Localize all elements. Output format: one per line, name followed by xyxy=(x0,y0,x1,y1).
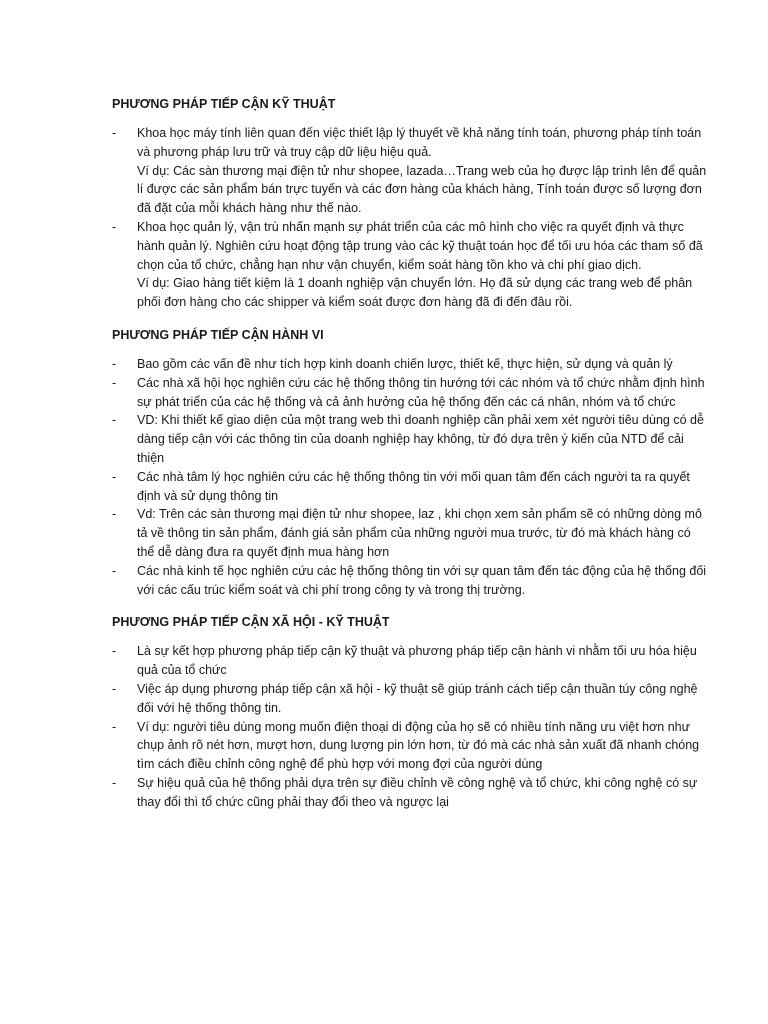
list-item xyxy=(112,374,708,412)
item-text: Khoa học máy tính liên quan đến việc thiết lập lý thuyết về khả năng tính toán, phương pháp tính toán và phương pháp lưu trữ và truy cập dữ liệu hiệu quả. xyxy=(137,126,702,159)
list-item xyxy=(112,642,708,680)
list-item xyxy=(112,468,708,506)
list-item xyxy=(112,411,708,467)
bullet-dash: - xyxy=(112,126,117,140)
list-item xyxy=(112,774,708,812)
item-example: Ví dụ: Giao hàng tiết kiệm là 1 doanh nghiệp vận chuyển lớn. Họ đã sử dụng các trang web để phân phối đơn hàng cho các shipper và kiểm soát được đơn hàng đã đi đến đâu rồi. xyxy=(137,276,693,310)
item-text: Bao gồm các vấn đề như tích hợp kinh doanh chiến lược, thiết kế, thực hiện, sử dụng và quản lý xyxy=(137,356,673,371)
section-list-behavioral xyxy=(112,355,708,599)
item-text: Là sự kết hợp phương pháp tiếp cận kỹ thuật và phương pháp tiếp cận hành vi nhằm tối ưu hóa hiệu quả của tổ chức xyxy=(137,644,697,678)
item-text: Ví dụ: người tiêu dùng mong muốn điện thoại di động của họ sẽ có nhiều tính năng ưu việt hơn như chụp ảnh rõ nét hơn, mượt hơn, dung lượng pin lớn hơn, từ đó mà các nhà sản xuất đã nhanh chóng tìm cách điều chỉnh công nghệ để phù hợp với mong đợi của người dùng xyxy=(137,719,700,772)
item-text: Vd: Trên các sàn thương mại điện tử như shopee, laz , khi chọn xem sản phẩm sẽ có những dòng mô tả về thông tin sản phẩm, đánh giá sản phẩm của những người mua trước, từ đó mà khách hàng có thể dễ dàng đưa ra quyết định mua hàng hơn xyxy=(137,507,702,559)
bullet-dash: - xyxy=(112,681,117,696)
bullet-dash: - xyxy=(112,775,117,790)
bullet-dash: - xyxy=(112,469,117,484)
item-text: Các nhà kinh tế học nghiên cứu các hệ thống thông tin với sự quan tâm đến tác động của hệ thống đối với các cấu trúc kiểm soát và chi phí trong công ty và trong thị trường. xyxy=(137,563,707,597)
list-item xyxy=(112,355,708,374)
list-item xyxy=(112,124,708,218)
list-item xyxy=(112,562,708,600)
section-list-technical xyxy=(112,124,708,312)
item-text: Các nhà xã hội học nghiên cứu các hệ thống thông tin hướng tới các nhóm và tổ chức nhằm định hình sự phát triển của các hệ thống và cả ảnh hưởng của hệ thống đến các cá nhân, nhóm và tổ chức xyxy=(137,375,705,409)
list-item xyxy=(112,218,708,312)
item-text: Khoa học quản lý, vận trù nhấn mạnh sự phát triển của các mô hình cho việc ra quyết định và thực hành quản lý. Nghiên cứu hoạt động tập trung vào các kỹ thuật toán học để tối ưu hóa các tham số đã chọn của tổ chức, chẳng hạn như vận chuyển, kiểm soát hàng tồn kho và chi phí giao dịch. xyxy=(137,219,703,272)
list-item xyxy=(112,505,708,561)
item-text: Việc áp dụng phương pháp tiếp cận xã hội - kỹ thuật sẽ giúp tránh cách tiếp cận thuần túy công nghệ đối với hệ thống thông tin. xyxy=(137,681,698,715)
bullet-dash: - xyxy=(112,507,117,522)
section-title-behavioral: PHƯƠNG PHÁP TIẾP CẬN HÀNH VI xyxy=(112,327,324,342)
section-title-technical: PHƯƠNG PHÁP TIẾP CẬN KỸ THUẬT xyxy=(112,97,336,111)
item-example: Ví dụ: Các sàn thương mại điện tử như shopee, lazada…Trang web của họ được lập trình lên để quản lí được các sản phẩm bán trực tuyến và các đơn hàng của khách hàng, Tính toán được số lượng đơn đã đặt của mỗi khách hàng như thế nào. xyxy=(137,163,707,216)
section-title-socio-technical: PHƯƠNG PHÁP TIẾP CẬN XÃ HỘI - KỸ THUẬT xyxy=(112,615,390,630)
section-list-socio-technical xyxy=(112,642,708,811)
item-text: Sự hiệu quả của hệ thống phải dựa trên sự điều chỉnh về công nghệ và tổ chức, khi công nghệ có sự thay đổi thì tổ chức cũng phải thay đổi theo và ngược lại xyxy=(137,775,698,809)
bullet-dash: - xyxy=(112,219,117,234)
item-text: VD: Khi thiết kế giao diện của một trang web thì doanh nghiệp cần phải xem xét người tiêu dùng có dễ dàng tiếp cận với các thông tin của doanh nghiệp hay không, từ đó dựa trên ý kiến của NTD để cải thiện xyxy=(137,413,704,465)
bullet-dash: - xyxy=(112,413,117,428)
list-item xyxy=(112,680,708,718)
bullet-dash: - xyxy=(112,563,117,578)
bullet-dash: - xyxy=(112,644,117,659)
item-text: Các nhà tâm lý học nghiên cứu các hệ thống thông tin với mối quan tâm đến cách người ta ra quyết định và sử dụng thông tin xyxy=(137,469,690,503)
list-item xyxy=(112,718,708,774)
bullet-dash: - xyxy=(112,375,117,390)
bullet-dash: - xyxy=(112,356,117,371)
bullet-dash: - xyxy=(112,719,117,734)
